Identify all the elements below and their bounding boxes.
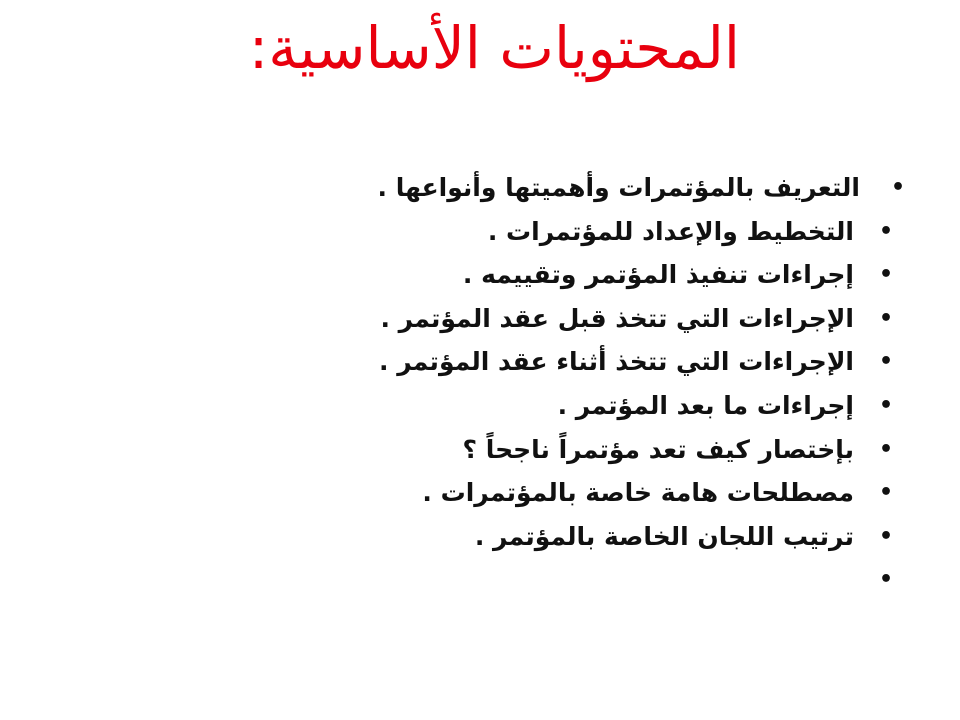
bullet-icon: • — [878, 392, 894, 418]
list-item — [378, 166, 911, 210]
list-item — [378, 340, 911, 384]
bullet-icon: • — [878, 567, 894, 593]
list-item-text: التخطيط والإعداد للمؤتمرات . — [487, 216, 854, 246]
list-item — [378, 297, 911, 341]
list-item-empty — [378, 558, 911, 602]
list-item — [378, 253, 911, 297]
list-item-text: التعريف بالمؤتمرات وأهميتها وأنواعها . — [377, 173, 860, 202]
bullet-icon: • — [878, 349, 894, 375]
list-item-text: الإجراءات التي تتخذ أثناء عقد المؤتمر . — [379, 347, 854, 377]
list-item — [378, 471, 911, 515]
list-item-text: إجراءات تنفيذ المؤتمر وتقييمه . — [462, 260, 854, 290]
bullet-icon: • — [878, 523, 894, 549]
bullet-icon: • — [878, 305, 894, 331]
bullet-icon: • — [878, 262, 894, 288]
list-item-text: الإجراءات التي تتخذ قبل عقد المؤتمر . — [380, 303, 854, 333]
bullet-icon: • — [878, 436, 894, 462]
list-item — [378, 384, 911, 428]
list-item-text: إجراءات ما بعد المؤتمر . — [557, 390, 854, 420]
bullet-icon: • — [878, 480, 894, 506]
bullet-icon: • — [890, 175, 906, 200]
list-item-text: ترتيب اللجان الخاصة بالمؤتمر . — [474, 521, 854, 551]
list-item — [378, 428, 911, 472]
bullet-icon: • — [878, 218, 894, 244]
list-item — [378, 515, 911, 559]
list-item — [378, 210, 911, 254]
list-item-text: بإختصار كيف تعد مؤتمراً ناجحاً ؟ — [462, 434, 854, 464]
slide-title: المحتويات الأساسية: — [248, 14, 740, 82]
contents-list — [378, 166, 911, 602]
list-item-text: مصطلحات هامة خاصة بالمؤتمرات . — [422, 478, 854, 508]
